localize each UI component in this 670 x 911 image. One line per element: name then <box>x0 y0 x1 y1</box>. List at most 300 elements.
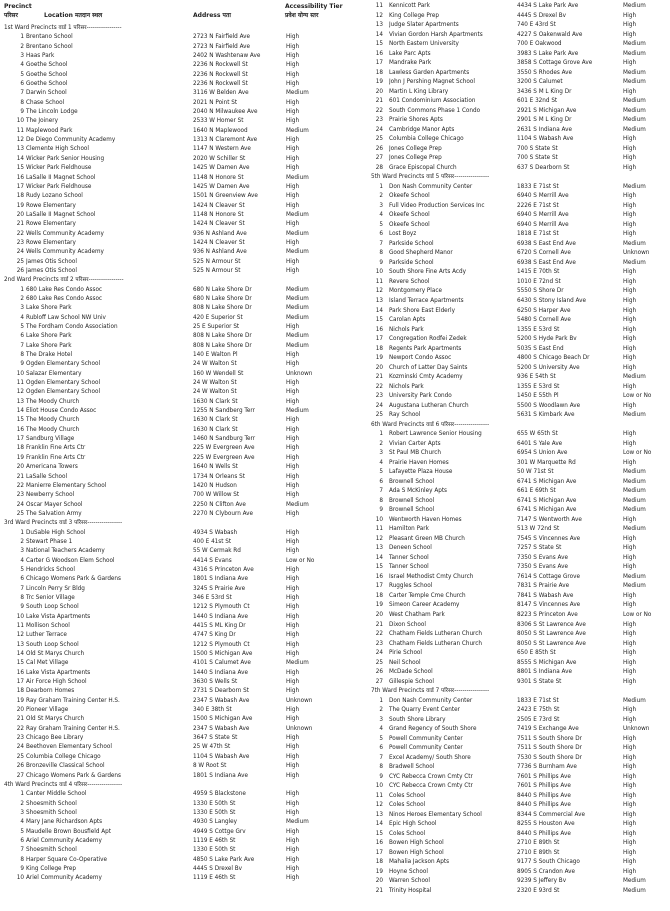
location-name: Shoesmith School <box>26 809 77 816</box>
address: 5480 S Cornell Ave <box>517 317 571 324</box>
table-row <box>371 202 667 212</box>
table-row <box>371 659 667 669</box>
table-row <box>371 135 667 145</box>
table-row <box>4 650 365 659</box>
table-row <box>371 744 667 754</box>
location-name: South Loop School <box>26 604 79 611</box>
address: 3983 S Lake Park Ave <box>517 50 579 57</box>
address: 1460 N Sandburg Terr <box>193 436 256 443</box>
precinct-number: 20 <box>16 211 24 218</box>
address: 2020 W Schiller St <box>193 155 246 162</box>
accessibility-tier: High <box>286 436 300 443</box>
accessibility-tier: High <box>623 145 637 152</box>
location-name: Lake Parc Apts <box>389 50 431 57</box>
precinct-number: 11 <box>16 623 24 629</box>
address: 6741 S Michigan Ave <box>517 497 577 504</box>
accessibility-tier: High <box>286 34 300 41</box>
ward-section-header <box>371 421 667 431</box>
table-row <box>4 33 365 42</box>
location-name: The Moody Church <box>26 417 80 424</box>
address: 2040 N Milwaukee Ave <box>193 109 258 116</box>
address: 1104 S Wabash Ave <box>517 136 574 143</box>
accessibility-tier: High <box>286 632 300 639</box>
precinct-number: 16 <box>375 50 383 57</box>
table-row <box>4 202 365 211</box>
address: 1148 N Honore St <box>193 211 244 218</box>
location-name: South Commons Phase 1 Condo <box>389 107 481 114</box>
precinct-number: 14 <box>375 307 383 314</box>
location-name: Regents Park Apartments <box>389 345 462 352</box>
table-row <box>4 183 365 192</box>
address: 160 W Wendell St <box>193 370 244 377</box>
precinct-number: 2 <box>20 538 24 545</box>
precinct-number: 6 <box>20 837 24 844</box>
address: 936 N Ashland Ave <box>193 230 247 237</box>
accessibility-tier: High <box>623 297 637 304</box>
accessibility-tier: High <box>623 440 637 447</box>
table-row <box>4 230 365 239</box>
accessibility-tier: High <box>623 659 637 666</box>
location-name: Mandrake Park <box>389 60 432 67</box>
address: 25 E Superior St <box>193 324 240 330</box>
precinct-number: 5 <box>379 469 383 476</box>
table-row <box>371 706 667 716</box>
location-name: Luther Terrace <box>26 632 67 639</box>
precinct-number: 12 <box>16 389 24 396</box>
address: 8440 S Phillips Ave <box>517 802 571 809</box>
table-row <box>4 220 365 229</box>
accessibility-tier: High <box>623 355 637 362</box>
address: 400 E 41st St <box>193 538 232 545</box>
accessibility-tier: High <box>286 464 300 471</box>
table-row <box>371 640 667 650</box>
accessibility-tier: Medium <box>623 69 646 76</box>
precinct-number: 6 <box>20 81 24 88</box>
accessibility-tier: High <box>623 516 637 523</box>
address: 50 W 71st St <box>517 469 554 476</box>
table-row <box>4 585 365 594</box>
precinct-number: 19 <box>375 79 383 86</box>
address: 8 W Root St <box>193 763 227 770</box>
accessibility-tier: High <box>623 545 637 552</box>
address: 7530 S South Shore Dr <box>517 754 582 761</box>
precinct-number: 8 <box>379 764 383 771</box>
table-row <box>4 510 365 519</box>
accessibility-tier: High <box>623 745 637 752</box>
accessibility-tier: High <box>623 754 637 761</box>
accessibility-tier: High <box>623 402 637 409</box>
address: 1148 N Honore St <box>193 174 244 181</box>
accessibility-tier: Medium <box>623 98 646 105</box>
accessibility-tier: High <box>623 564 637 571</box>
precinct-header-hindi: परिसर <box>4 12 18 19</box>
table-row <box>4 388 365 397</box>
precinct-number: 15 <box>16 417 24 424</box>
table-row <box>371 544 667 554</box>
precinct-number: 4 <box>20 314 24 321</box>
precinct-number: 14 <box>16 408 24 415</box>
table-row <box>371 402 667 412</box>
accessibility-tier: Medium <box>286 295 309 302</box>
address: 4800 S Chicago Beach Dr <box>517 355 590 362</box>
address: 3116 W Belden Ave <box>193 90 249 97</box>
accessibility-tier: High <box>623 840 637 847</box>
accessibility-tier: High <box>286 856 300 863</box>
address: 1330 E 50th St <box>193 847 236 854</box>
address: 7545 S Vincennes Ave <box>517 535 581 542</box>
table-row <box>4 837 365 846</box>
accessibility-tier: Medium <box>286 286 309 293</box>
accessibility-tier: High <box>286 258 300 265</box>
ward-section-label: 6th Ward Precincts वार्ड 6 परिसर----------------- <box>371 421 490 428</box>
location-name: Tanner School <box>389 564 429 571</box>
location-name: Nichols Park <box>389 326 424 333</box>
accessibility-tier: High <box>286 669 300 676</box>
location-name: Goethe School <box>26 81 68 88</box>
precinct-number: 3 <box>20 53 24 60</box>
precinct-number: 2 <box>20 43 24 50</box>
location-name: Carter G Woodson Elem School <box>26 557 115 564</box>
table-row <box>4 697 365 706</box>
location-name: Rudy Lozano School <box>26 193 83 200</box>
table-row <box>371 630 667 640</box>
precinct-number: 4 <box>379 212 383 219</box>
ward-section-label: 3rd Ward Precincts वार्ड 3 परिसर----------------- <box>4 520 123 527</box>
address: 525 N Armour St <box>193 258 241 265</box>
address: 24 W Walton St <box>193 389 237 396</box>
precinct-number: 20 <box>16 464 24 471</box>
table-row <box>4 856 365 865</box>
table-row <box>4 258 365 267</box>
accessibility-tier: High <box>286 744 300 751</box>
table-row <box>371 858 667 868</box>
table-row <box>371 649 667 659</box>
precinct-number: 19 <box>375 602 383 609</box>
address: 513 W 72nd St <box>517 526 560 533</box>
address: 3630 S Wells St <box>193 679 238 686</box>
table-row <box>4 286 365 295</box>
precinct-number: 8 <box>379 497 383 504</box>
table-row <box>4 669 365 678</box>
accessibility-tier: Medium <box>623 79 646 86</box>
address: 8905 S Crandon Ave <box>517 868 576 875</box>
location-name: Sandburg Village <box>26 436 75 443</box>
table-row <box>4 370 365 379</box>
accessibility-tier: High <box>623 849 637 856</box>
location-name: James Otis School <box>26 267 77 274</box>
accessibility-tier: High <box>623 383 637 390</box>
location-name: Gillespie School <box>389 678 434 685</box>
precinct-number: 1 <box>379 697 383 704</box>
location-name: Excel Academy/ South Shore <box>389 754 471 761</box>
precinct-number: 27 <box>375 155 383 162</box>
precinct-number: 27 <box>375 678 383 685</box>
table-row <box>371 50 667 60</box>
accessibility-tier: High <box>286 566 300 573</box>
location-name: Brownell School <box>389 507 435 514</box>
accessibility-tier: High <box>286 361 300 368</box>
address: 1147 N Western Ave <box>193 146 251 153</box>
accessibility-tier: High <box>286 482 300 489</box>
location-name: Cambridge Manor Apts <box>389 126 455 133</box>
address: 601 E 32nd St <box>517 98 558 105</box>
table-row <box>371 21 667 31</box>
precinct-number: 9 <box>20 109 24 116</box>
left-column <box>4 2 365 884</box>
location-name: The Moody Church <box>26 398 80 405</box>
precinct-number: 10 <box>375 269 383 276</box>
location-name: Brownell School <box>389 478 435 485</box>
location-name: Hendricks School <box>26 566 75 573</box>
precinct-number: 21 <box>375 887 383 894</box>
accessibility-tier: High <box>286 847 300 854</box>
ward-section-header <box>4 781 365 790</box>
location-name: Maplewood Park <box>26 127 73 134</box>
address: 808 N Lake Shore Dr <box>193 333 252 340</box>
location-name: Bowen High School <box>389 849 444 856</box>
precinct-number: 26 <box>16 763 24 770</box>
location-name: Shoesmith School <box>26 800 77 807</box>
precinct-number: 17 <box>375 849 383 856</box>
location-name: Epic High School <box>389 821 437 828</box>
address: 680 N Lake Shore Dr <box>193 295 252 302</box>
location-name: Prairie Shores Apts <box>389 117 443 124</box>
precinct-number: 11 <box>375 3 383 9</box>
address: 4949 S Cottge Grv <box>193 828 246 835</box>
location-name: Canter Middle School <box>26 791 87 798</box>
accessibility-tier: High <box>623 821 637 828</box>
address: 1734 N Orleans St <box>193 473 245 480</box>
precinct-number: 12 <box>375 535 383 542</box>
accessibility-tier: High <box>623 716 637 723</box>
precinct-number: 2 <box>379 193 383 200</box>
precinct-number: 15 <box>375 41 383 48</box>
precinct-number: 24 <box>375 650 383 657</box>
location-name: Mahalia Jackson Apts <box>389 859 450 866</box>
precinct-number: 13 <box>16 146 24 153</box>
address: 4934 S Wabash <box>193 529 238 536</box>
tier-header: Accessibility Tier <box>285 3 343 10</box>
location-name: Israel Methodist Cmty Church <box>389 573 474 580</box>
precinct-number: 25 <box>375 659 383 666</box>
table-row <box>4 491 365 500</box>
accessibility-tier: High <box>623 136 637 143</box>
location-name: Franklin Fine Arts Ctr <box>26 454 86 461</box>
table-row <box>4 267 365 276</box>
precinct-number: 16 <box>375 840 383 847</box>
table-row <box>4 164 365 173</box>
precinct-number: 13 <box>375 22 383 29</box>
address: 5500 S Woodlawn Ave <box>517 402 581 409</box>
accessibility-tier: High <box>623 326 637 333</box>
table-row <box>371 230 667 240</box>
table-row <box>371 611 667 621</box>
location-name: Augustana Lutheran Church <box>389 402 469 409</box>
accessibility-tier: Medium <box>286 249 309 256</box>
address: 5200 S Hyde Park Bv <box>517 336 577 343</box>
location-name: Ruggles School <box>389 583 433 590</box>
table-row <box>371 754 667 764</box>
address: 25 W 47th St <box>193 744 231 751</box>
address: 2320 E 93rd St <box>517 887 560 894</box>
table-row <box>4 473 365 482</box>
table-row <box>371 839 667 849</box>
address: 7601 S Phillips Ave <box>517 783 571 790</box>
table-row <box>371 820 667 830</box>
precinct-number: 11 <box>375 526 383 533</box>
location-name: Air Force High School <box>26 679 87 686</box>
address: 8147 S Vincennes Ave <box>517 602 581 609</box>
precinct-number: 3 <box>20 548 24 555</box>
address: 1330 E 50th St <box>193 800 236 807</box>
location-name: Wentworth Haven Homes <box>389 516 462 523</box>
location-name: Lake Shore Park <box>26 333 72 340</box>
location-name: North Eastern University <box>389 41 459 48</box>
table-row <box>4 865 365 874</box>
precinct-number: 22 <box>375 107 383 114</box>
table-row <box>4 323 365 332</box>
precinct-number: 1 <box>20 34 24 41</box>
accessibility-tier: Medium <box>623 126 646 133</box>
location-name: Full Video Production Services Inc <box>389 202 485 209</box>
accessibility-tier: Medium <box>286 90 309 97</box>
precinct-number: 23 <box>16 735 24 742</box>
accessibility-tier: Medium <box>286 127 309 134</box>
accessibility-tier: High <box>623 202 637 209</box>
precinct-number: 5 <box>20 71 24 78</box>
accessibility-tier: High <box>286 81 300 88</box>
table-row <box>4 828 365 837</box>
accessibility-tier: High <box>623 678 637 685</box>
address: 301 W Marquette Rd <box>517 459 576 466</box>
ward-section-header <box>4 276 365 285</box>
precinct-number: 8 <box>20 856 24 863</box>
location-name: The Moody Church <box>26 426 80 433</box>
precinct-number: 20 <box>375 612 383 618</box>
accessibility-tier: Medium <box>623 117 646 124</box>
precinct-number: 9 <box>20 865 24 872</box>
precinct-number: 21 <box>375 98 383 105</box>
table-row <box>371 192 667 202</box>
address: 8306 S St Lawrence Ave <box>517 621 586 628</box>
table-row <box>371 88 667 98</box>
address: 8555 S Michigan Ave <box>517 659 577 666</box>
accessibility-tier: Medium <box>623 497 646 504</box>
table-row <box>4 734 365 743</box>
address: 4414 S Evans <box>193 557 232 564</box>
accessibility-tier: High <box>623 12 637 19</box>
table-row <box>4 342 365 351</box>
table-row <box>371 411 667 421</box>
table-row <box>4 622 365 631</box>
table-row <box>371 259 667 269</box>
location-name: South Shore Fine Arts Acdy <box>389 269 467 276</box>
address: 3436 S M L King Dr <box>517 88 572 95</box>
location-name: Eliot House Condo Assoc <box>26 408 97 415</box>
address: 637 S Dearborn St <box>517 164 570 171</box>
precinct-number: 13 <box>16 398 24 405</box>
table-row <box>371 307 667 317</box>
location-name: Dixon School <box>389 621 426 628</box>
precinct-number: 15 <box>375 564 383 571</box>
precinct-number: 26 <box>16 267 24 274</box>
precinct-number: 12 <box>375 12 383 19</box>
accessibility-tier: High <box>623 707 637 714</box>
accessibility-tier: High <box>623 631 637 638</box>
table-row <box>4 772 365 781</box>
precinct-number: 9 <box>379 259 383 266</box>
location-name: Mary Jane Richardson Apts <box>26 819 103 826</box>
address: 1212 S Plymouth Ct <box>193 641 250 648</box>
table-row <box>371 773 667 783</box>
precinct-number: 28 <box>375 164 383 171</box>
address: 5550 S Shore Dr <box>517 288 564 295</box>
address: 2270 N Clybourn Ave <box>193 510 254 517</box>
table-row <box>4 809 365 818</box>
address: 225 W Evergreen Ave <box>193 454 255 461</box>
table-row <box>4 314 365 323</box>
left-rows <box>4 24 365 884</box>
location-name: Brentano School <box>26 43 73 50</box>
address: 140 E Walton Pl <box>193 352 238 359</box>
location-name: Goethe School <box>26 71 68 78</box>
address: 650 E 85th St <box>517 650 556 657</box>
accessibility-tier: High <box>623 459 637 466</box>
precinct-number: 17 <box>16 183 24 190</box>
table-row <box>4 99 365 108</box>
precinct-number: 23 <box>16 239 24 246</box>
address: 4415 S ML King Dr <box>193 623 246 629</box>
table-row <box>371 107 667 117</box>
precinct-number: 17 <box>375 60 383 67</box>
address: 1500 S Michigan Ave <box>193 651 253 658</box>
table-row <box>371 430 667 440</box>
accessibility-tier: High <box>286 651 300 658</box>
location-name: The Quarry Event Center <box>389 707 460 714</box>
location-name: The Lincoln Lodge <box>26 109 78 116</box>
location-name: Congregation Rodfei Zedek <box>389 336 467 343</box>
accessibility-tier: High <box>623 792 637 799</box>
table-row <box>4 575 365 584</box>
address: 9177 S South Chicago <box>517 859 580 866</box>
precinct-number: 9 <box>379 773 383 780</box>
precinct-number: 25 <box>16 753 24 760</box>
location-name: Americana Towers <box>26 464 78 471</box>
location-name: Newport Condo Assoc <box>389 355 452 362</box>
location-name: Church of Latter Day Saints <box>389 364 468 371</box>
right-column <box>371 2 667 896</box>
accessibility-tier: Medium <box>623 183 646 190</box>
accessibility-tier: High <box>286 707 300 714</box>
accessibility-tier: High <box>286 445 300 452</box>
precinct-number: 24 <box>16 744 24 751</box>
precinct-number: 24 <box>16 249 24 256</box>
location-name: Franklin Fine Arts Ctr <box>26 445 86 452</box>
address: 2723 N Fairfield Ave <box>193 34 250 41</box>
address: 2533 W Homer St <box>193 118 244 125</box>
table-row <box>4 818 365 827</box>
location-name: Okeefe School <box>389 221 430 228</box>
address: 3647 S State St <box>193 735 238 742</box>
location-name: Deneen School <box>389 545 432 552</box>
address: 7614 S Cottage Grove <box>517 573 580 580</box>
address: 2723 N Fairfield Ave <box>193 43 250 50</box>
table-row <box>371 440 667 450</box>
accessibility-tier: High <box>623 60 637 67</box>
address: 1440 S Indiana Ave <box>193 669 248 676</box>
precinct-number: 23 <box>375 640 383 647</box>
accessibility-tier: Medium <box>623 3 646 9</box>
